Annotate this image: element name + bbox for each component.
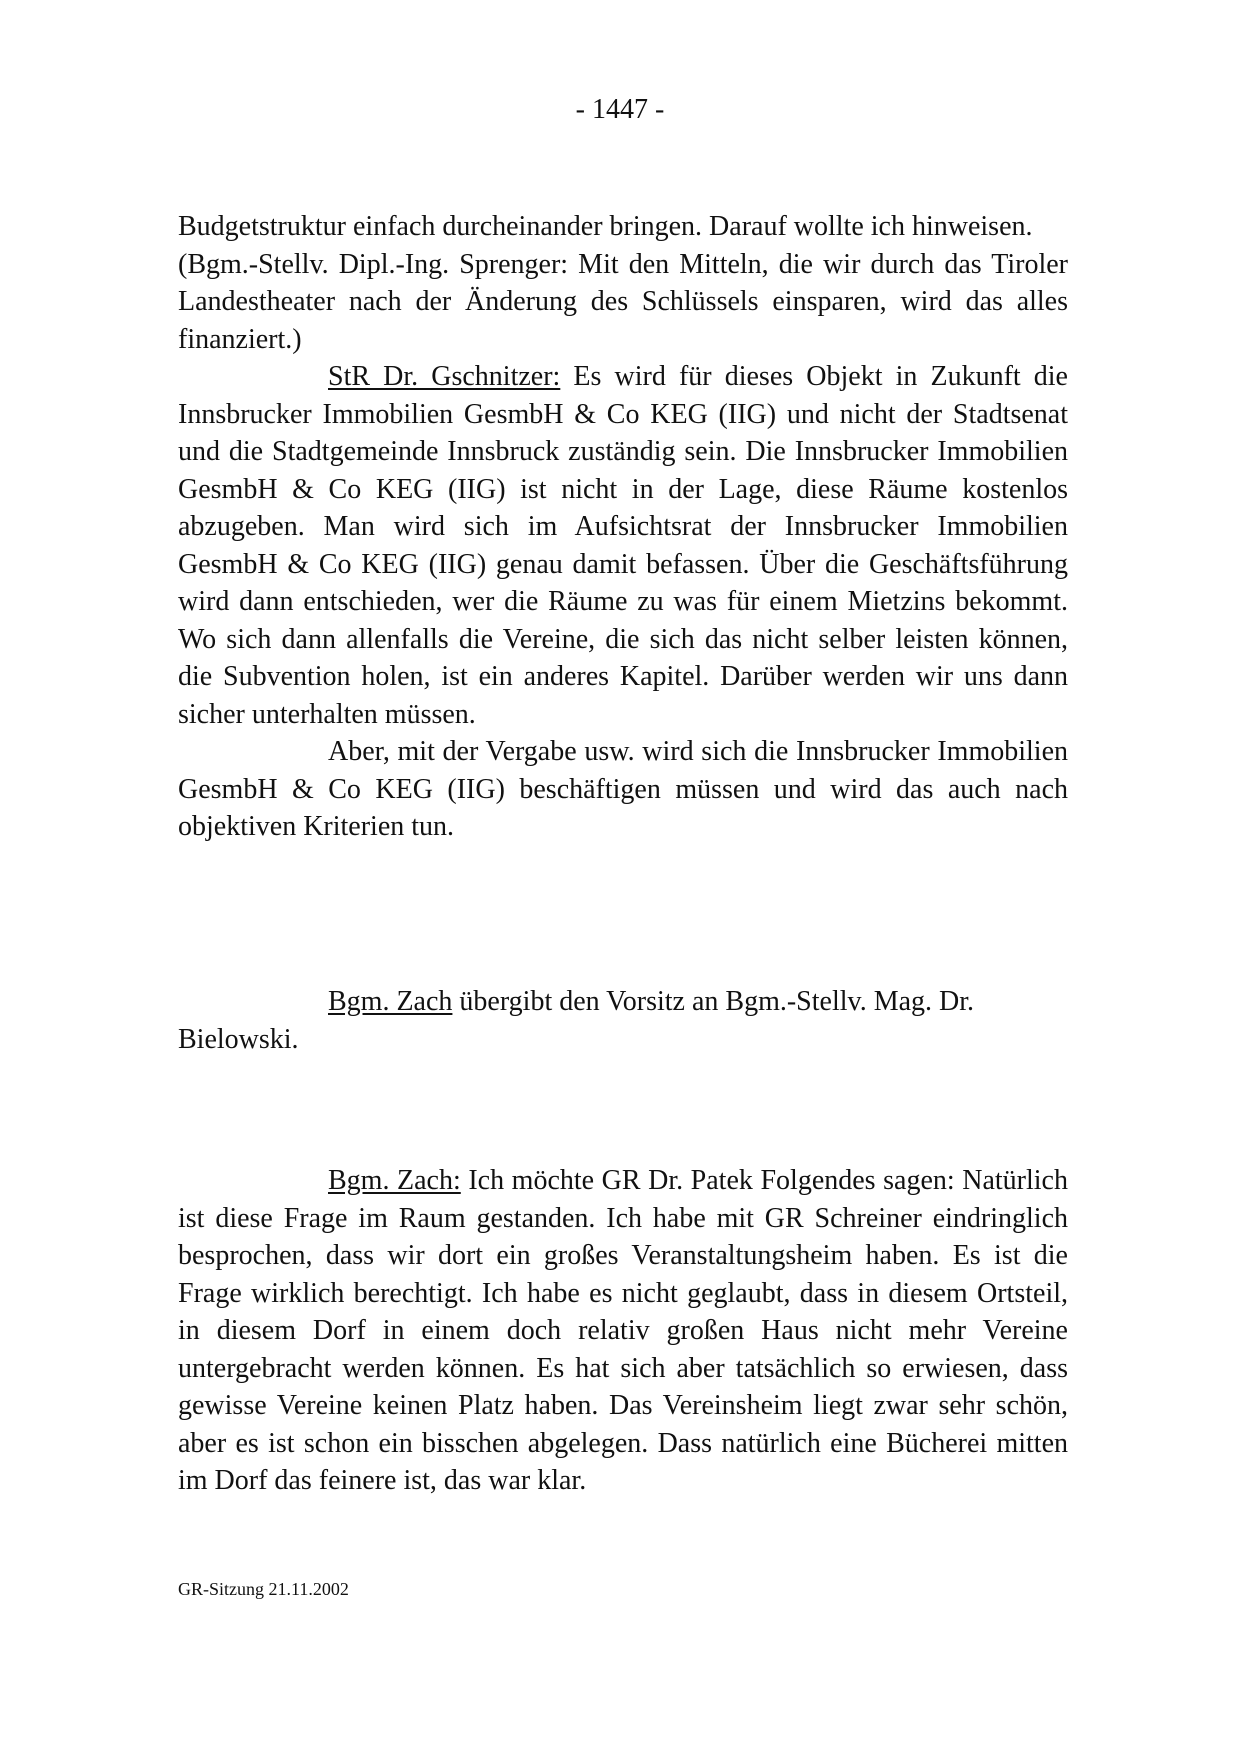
section-gschnitzer [178, 208, 1068, 846]
handover-text: übergibt den Vorsitz an Bgm.-Stellv. Mag. Dr. Bielowski. [178, 986, 975, 1055]
interjection-paragraph: (Bgm.-Stellv. Dipl.-Ing. Sprenger: Mit den Mitteln, die wir durch das Tiroler Landestheater nach der Änderung des Schlüssels einsparen, wird das alles finanziert.) [178, 248, 1068, 355]
section-zach [178, 1162, 1068, 1500]
speaker-name-zach-handover: Bgm. Zach [328, 986, 453, 1017]
speech-paragraph-gschnitzer [178, 358, 1068, 733]
handover-paragraph [178, 983, 1068, 1058]
section-chair-handover [178, 983, 1068, 1058]
speech-paragraph-zach [178, 1162, 1068, 1500]
speech-text-zach: Ich möchte GR Dr. Patek Folgendes sagen: Natürlich ist diese Frage im Raum gestanden. Ich habe mit GR Schreiner eindringlich besprochen, dass wir dort ein großes Veranstaltungsheim haben. Es ist die Frage wirklich berechtigt. Ich habe es nicht geglaubt, dass in diesem Ortsteil, in diesem Dorf in einem doch relativ großen Haus nicht mehr Vereine untergebracht werden können. Es hat sich aber tatsächlich so erwiesen, dass gewisse Vereine keinen Platz haben. Das Vereinsheim liegt zwar sehr schön, aber es ist schon ein bisschen abgelegen. Dass natürlich eine Bücherei mitten im Dorf das feinere ist, das war klar. [178, 1165, 1068, 1496]
continuation-paragraph: Budgetstruktur einfach durcheinander bringen. Darauf wollte ich hinweisen. [178, 211, 1033, 242]
speaker-name-gschnitzer: StR Dr. Gschnitzer: [328, 361, 561, 392]
speaker-name-zach: Bgm. Zach: [328, 1165, 461, 1196]
page-number: - 1447 - [575, 94, 665, 125]
speech-paragraph-gschnitzer-2: Aber, mit der Vergabe usw. wird sich die Innsbrucker Immobilien GesmbH & Co KEG (IIG) beschäftigen müssen und wird das auch nach objektiven Kriterien tun. [178, 736, 1068, 842]
footer-session-date: GR-Sitzung 21.11.2002 [178, 1579, 349, 1599]
speech-text-gschnitzer: Es wird für dieses Objekt in Zukunft die Innsbrucker Immobilien GesmbH & Co KEG (IIG) und nicht der Stadtsenat und die Stadtgemeinde Innsbruck zuständig sein. Die Innsbrucker Immobilien GesmbH & Co KEG (IIG) ist nicht in der Lage, diese Räume kostenlos abzugeben. Man wird sich im Aufsichtsrat der Innsbrucker Immobilien GesmbH & Co KEG (IIG) genau damit befassen. Über die Geschäftsführung wird dann entschieden, wer die Räume zu was für einem Mietzins bekommt. Wo sich dann allenfalls die Vereine, die sich das nicht selber leisten können, die Subvention holen, ist ein anderes Kapitel. Darüber werden wir uns dann sicher unterhalten müssen. [178, 361, 1068, 730]
